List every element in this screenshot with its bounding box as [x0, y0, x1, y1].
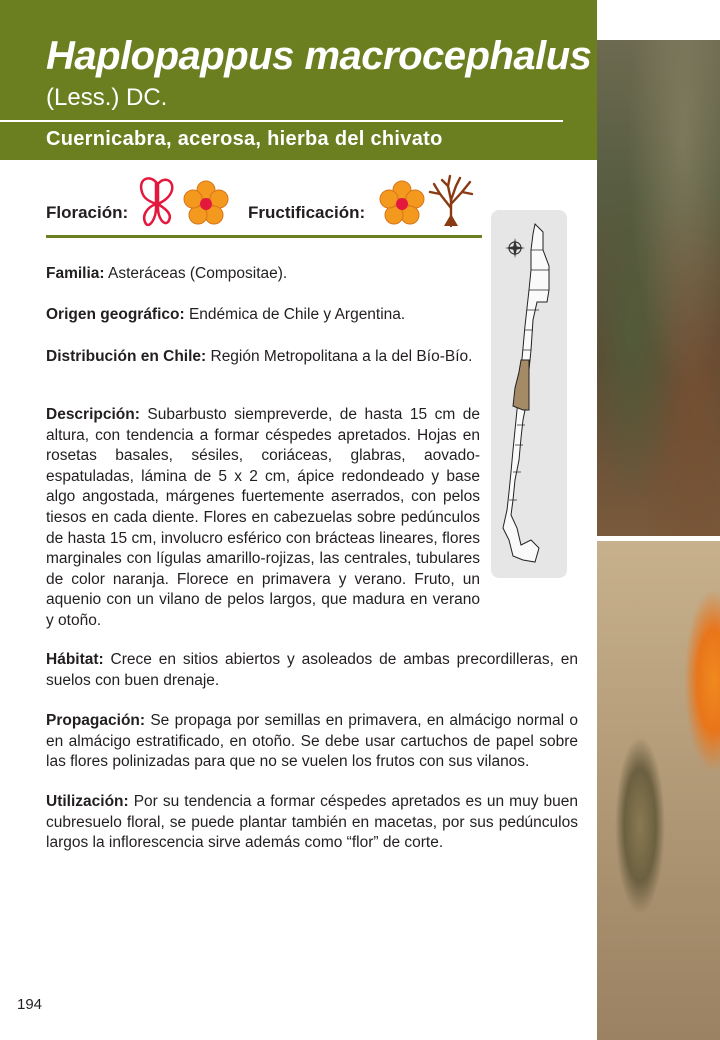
family-value: Asteráceas (Compositae). — [104, 265, 288, 282]
tree-icon — [426, 174, 476, 233]
propagation-field — [46, 711, 578, 773]
flower-icon — [182, 180, 230, 233]
description-label: Descripción: — [46, 406, 140, 423]
habitat-label: Hábitat: — [46, 651, 104, 668]
plant-habit-photo — [597, 40, 720, 536]
chile-map-outline — [491, 210, 567, 578]
section-divider — [46, 235, 482, 238]
family-field — [46, 264, 482, 285]
phenology-legend — [46, 172, 482, 236]
uses-value: Por su tendencia a formar céspedes apretados es un muy buen cubresuelo floral, se puede plantar también en macetas, por sus pedúnculos largos la inflorescencia sirve además como “flor” de corte. — [46, 793, 578, 852]
distribution-map — [491, 210, 567, 578]
distribution-value: Región Metropolitana a la del Bío-Bío. — [206, 348, 473, 365]
origin-label: Origen geográfico: — [46, 306, 185, 323]
description-field — [46, 405, 480, 632]
uses-field — [46, 792, 578, 854]
propagation-label: Propagación: — [46, 712, 146, 729]
header-band — [0, 0, 597, 160]
flower-head-photo — [597, 541, 720, 1040]
common-names: Cuernicabra, acerosa, hierba del chivato — [46, 128, 443, 150]
origin-value: Endémica de Chile y Argentina. — [184, 306, 406, 323]
uses-label: Utilización: — [46, 793, 129, 810]
distribution-label: Distribución en Chile: — [46, 348, 207, 365]
family-label: Familia: — [46, 265, 105, 282]
propagation-value: Se propaga por semillas en primavera, en almácigo normal o en almácigo estratificado, en otoño. Se debe usar cartuchos de papel sobre las flores polinizadas para que no se vuelen los frutos con sus vilanos. — [46, 712, 578, 771]
photo-column — [597, 0, 720, 1040]
butterfly-icon — [134, 174, 178, 233]
habitat-field — [46, 650, 578, 691]
origin-field — [46, 305, 482, 326]
distribution-field — [46, 347, 480, 368]
fruiting-label: Fructificación: — [248, 203, 366, 222]
species-authority: (Less.) DC. — [46, 84, 168, 111]
habitat-value: Crece en sitios abiertos y asoleados de ambas precordilleras, en suelos con buen drenaje. — [46, 651, 578, 689]
page-number: 194 — [17, 996, 43, 1013]
description-value: Subarbusto siempreverde, de hasta 15 cm de altura, con tendencia a formar céspedes apretados. Hojas en rosetas basales, sésiles, coriáceas, glabras, aovado-espatuladas, lámina de 5 x 2 cm, ápice redondeado y base algo angostada, márgenes fuertemente aserrados, con pelos tiesos en cada diente. Flores en cabezuelas sobre pedúnculos de hasta 15 cm, involucro esférico con brácteas lineares, flores marginales con lígulas amarillo-rojizas, las centrales, tubulares de color naranja. Florece en primavera y verano. Fruto, un aquenio con un vilano de pelos largos, que madura en verano y otoño. — [46, 406, 480, 629]
header-divider — [0, 120, 563, 122]
scientific-name: Haplopappus macrocephalus — [46, 34, 592, 78]
flowering-label: Floración: — [46, 203, 129, 222]
flower-icon — [378, 180, 426, 233]
